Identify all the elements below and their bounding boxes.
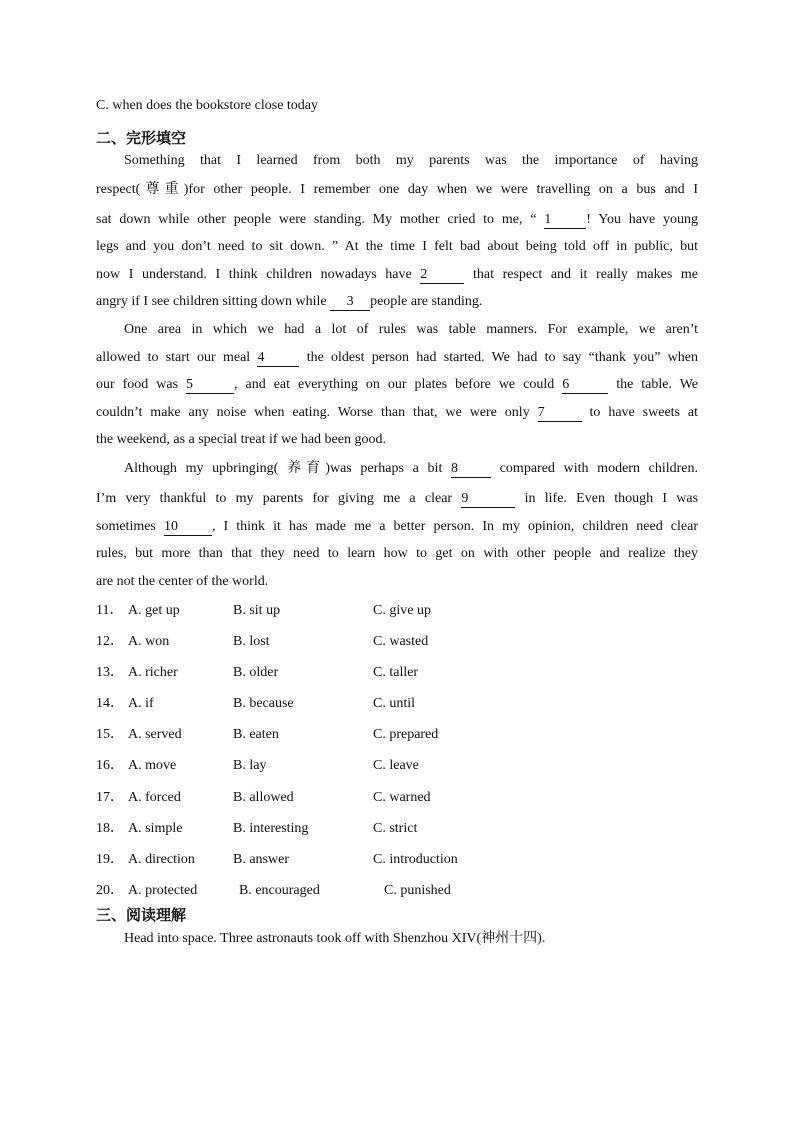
passage-line: sat down while other people were standing. My mother cried to me, “ 1 ! You have young <box>96 212 699 227</box>
question-number: 20． <box>96 883 124 898</box>
passage-line: Although my upbringing( 养育)was perhaps a bit 8 compared with modern children. <box>124 461 698 476</box>
blank-5[interactable]: 5 <box>186 377 234 394</box>
question-number: 14． <box>96 696 124 711</box>
option-c[interactable]: C. punished <box>384 883 451 898</box>
question-number: 15． <box>96 727 124 742</box>
option-c[interactable]: C. until <box>373 696 416 711</box>
prev-question-option-c: C. when does the bookstore close today <box>96 98 319 113</box>
passage-line: rules, but more than that they need to learn how to get on with other people and realize they <box>96 546 698 561</box>
option-a[interactable]: A. richer <box>128 665 178 680</box>
blank-7[interactable]: 7 <box>538 405 582 422</box>
passage-line: the weekend, as a special treat if we had been good. <box>96 432 386 447</box>
option-c[interactable]: C. taller <box>373 665 419 680</box>
blank-4[interactable]: 4 <box>257 350 299 367</box>
option-b[interactable]: B. interesting <box>233 821 309 836</box>
question-number: 19． <box>96 852 124 867</box>
option-c[interactable]: C. leave <box>373 758 419 773</box>
blank-9[interactable]: 9 <box>461 491 515 508</box>
option-c[interactable]: C. prepared <box>373 727 439 742</box>
passage-line: angry if I see children sitting down while 3 people are standing. <box>96 294 483 309</box>
option-a[interactable]: A. served <box>128 727 182 742</box>
blank-3[interactable]: 3 <box>330 294 370 311</box>
question-number: 12． <box>96 634 124 649</box>
blank-6[interactable]: 6 <box>562 377 608 394</box>
question-number: 17． <box>96 790 124 805</box>
passage-line: now I understand. I think children nowadays have 2 that respect and it really makes me <box>96 267 699 282</box>
section-heading-cloze: 二、完形填空 <box>96 129 187 147</box>
option-c[interactable]: C. warned <box>373 790 431 805</box>
question-number: 18． <box>96 821 124 836</box>
passage-line: legs and you don’t need to sit down. ” At the time I felt bad about being told off in public, but <box>96 239 698 254</box>
question-number: 13． <box>96 665 124 680</box>
option-b[interactable]: B. eaten <box>233 727 279 742</box>
passage-line: One area in which we had a lot of rules was table manners. For example, we aren’t <box>124 322 698 337</box>
passage-line: Something that I learned from both my parents was the importance of having <box>124 153 698 168</box>
question-number: 16． <box>96 758 124 773</box>
passage-line: couldn’t make any noise when eating. Worse than that, we were only 7 to have sweets at <box>96 405 699 420</box>
passage-line: respect(尊重)for other people. I remember one day when we were travelling on a bus and I <box>96 182 698 197</box>
passage-line: are not the center of the world. <box>96 574 269 589</box>
passage-line: I’m very thankful to my parents for giving me a clear 9 in life. Even though I was <box>96 491 699 506</box>
blank-2[interactable]: 2 <box>420 267 464 284</box>
passage-line: sometimes 10 , I think it has made me a better person. In my opinion, children need clear <box>96 519 698 534</box>
question-number: 11． <box>96 603 124 618</box>
option-a[interactable]: A. move <box>128 758 177 773</box>
blank-8[interactable]: 8 <box>451 461 491 478</box>
option-a[interactable]: A. forced <box>128 790 181 805</box>
option-b[interactable]: B. lay <box>233 758 267 773</box>
option-c[interactable]: C. wasted <box>373 634 429 649</box>
option-c[interactable]: C. strict <box>373 821 418 836</box>
option-b[interactable]: B. older <box>233 665 279 680</box>
blank-1[interactable]: 1 <box>544 212 586 229</box>
option-b[interactable]: B. allowed <box>233 790 294 805</box>
option-b[interactable]: B. encouraged <box>239 883 320 898</box>
option-a[interactable]: A. simple <box>128 821 183 836</box>
option-a[interactable]: A. direction <box>128 852 195 867</box>
option-b[interactable]: B. lost <box>233 634 270 649</box>
option-c[interactable]: C. introduction <box>373 852 458 867</box>
option-c[interactable]: C. give up <box>373 603 431 618</box>
option-b[interactable]: B. because <box>233 696 294 711</box>
option-b[interactable]: B. answer <box>233 852 289 867</box>
passage-line: Head into space. Three astronauts took off with Shenzhou XIV(神州十四). <box>124 931 546 946</box>
option-b[interactable]: B. sit up <box>233 603 281 618</box>
blank-10[interactable]: 10 <box>164 519 212 536</box>
option-a[interactable]: A. get up <box>128 603 180 618</box>
option-a[interactable]: A. if <box>128 696 154 711</box>
passage-line: allowed to start our meal 4 the oldest person had started. We had to say “thank you” when <box>96 350 699 365</box>
option-a[interactable]: A. protected <box>128 883 198 898</box>
option-a[interactable]: A. won <box>128 634 170 649</box>
section-heading-reading: 三、阅读理解 <box>96 906 187 924</box>
passage-line: our food was 5 , and eat everything on our plates before we could 6 the table. We <box>96 377 699 392</box>
